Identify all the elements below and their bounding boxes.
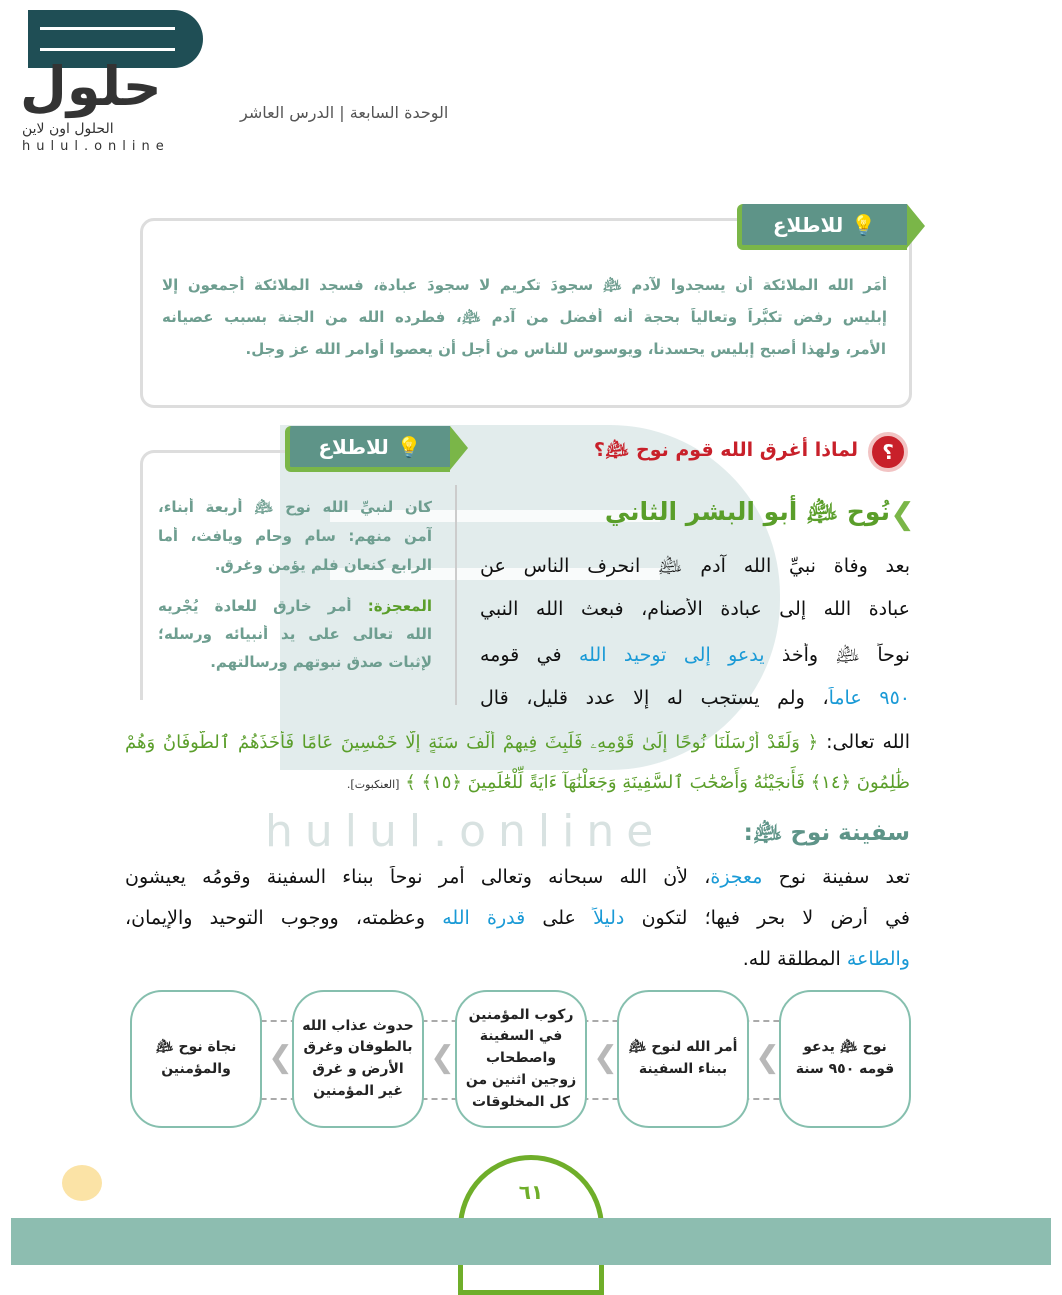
logo-text: حلول bbox=[20, 55, 162, 118]
paragraph-line bbox=[480, 687, 910, 709]
paragraph-line: عبادة الله إلى عبادة الأصنام، فبعث الله النبي bbox=[480, 598, 910, 620]
side-line: لإثبات صدق نبوتهم ورسالتهم. bbox=[210, 653, 432, 671]
lightbulb-book-icon: 💡 bbox=[396, 434, 422, 459]
divider bbox=[455, 485, 457, 705]
flow-step-3: ركوب المؤمنين في السفينة واصطحاب زوجين اثنين من كل المخلوقات bbox=[455, 990, 587, 1128]
highlight: قدرة الله bbox=[442, 907, 526, 929]
paragraph-line bbox=[480, 643, 910, 671]
quran-source: [العنكبوت]. bbox=[346, 778, 400, 791]
chevron-icon: ❮ bbox=[890, 497, 916, 532]
paragraph-line bbox=[125, 866, 910, 888]
footer-band bbox=[11, 1218, 1051, 1265]
flow-step-1: نوح ﵇ يدعو قومه ٩٥٠ سنة bbox=[779, 990, 911, 1128]
info-line: إبليس رفض تكبُّراً وتعالياً بحجة أنه أفضل من آدم ﵇، فطرده الله من الجنة بسبب عصيانه bbox=[162, 308, 887, 326]
side-line: الرابع كنعان فلم يؤمن وغرق. bbox=[214, 556, 432, 574]
question-icon: ؟ bbox=[868, 432, 908, 472]
quran-intro: الله تعالى: bbox=[826, 731, 910, 753]
footer-decoration-icon bbox=[62, 1165, 102, 1201]
highlight: معجزة bbox=[710, 866, 763, 888]
logo-subtitle: الحلول اون لاين bbox=[22, 121, 114, 137]
info-tab-label: للاطلاع bbox=[772, 212, 844, 237]
paragraph-line: بعد وفاة نبيِّ الله آدم ﵇ انحرف الناس عن bbox=[480, 555, 910, 577]
text: في قومه bbox=[480, 644, 562, 666]
text: تعد سفينة نوح bbox=[778, 866, 910, 888]
chevron-left-icon: ❮ bbox=[430, 1040, 456, 1075]
highlight: والطاعة bbox=[846, 948, 910, 970]
question-text: لماذا أغرق الله قوم نوح ﵇؟ bbox=[593, 439, 858, 461]
chevron-left-icon: ❮ bbox=[593, 1040, 619, 1075]
side-line: كان لنبيِّ الله نوح ﵇ أربعة أبناء، bbox=[158, 498, 432, 516]
text: ، ولم يستجب له إلا عدد قليل، قال bbox=[480, 687, 829, 709]
side-info-tab bbox=[285, 426, 450, 472]
page-number: ٦١ bbox=[518, 1180, 544, 1204]
side-line: الله تعالى على يد أنبيائه ورسله؛ bbox=[158, 625, 432, 643]
logo-lines bbox=[40, 27, 175, 51]
watermark-text: hulul.online bbox=[265, 806, 666, 857]
info-line: الأمر، ولهذا أصبح إبليس يحسدنا، ويوسوس للناس من أجل أن يعصوا أوامر الله عز وجل. bbox=[245, 340, 886, 358]
term-label: المعجزة: bbox=[367, 597, 432, 615]
text: ، لأن الله سبحانه وتعالى أمر نوحاً ببناء السفينة وقومُه يعيشون bbox=[125, 866, 711, 888]
quran-verse-text: ظَٰلِمُونَ ﴿١٤﴾ فَأَنجَيْنَٰهُ وَأَصْحَٰبَ ٱلسَّفِينَةِ وَجَعَلْنَٰهَآ ءَايَةً لِّلْعَٰلَمِينَ ﴿١٥﴾ ﴾ bbox=[405, 772, 910, 793]
info-line: أَمَر الله الملائكة أن يسجدوا لآدم ﵇ سجودَ تكريم لا سجودَ عبادة، فسجد الملائكة أجمعون إلا bbox=[162, 276, 887, 294]
section-title: نُوح ﵇ أبو البشر الثاني bbox=[604, 497, 890, 526]
flow-step-5: نجاة نوح ﵇ والمؤمنين bbox=[130, 990, 262, 1128]
logo-url: hulul.online bbox=[22, 139, 170, 154]
text: المطلقة لله. bbox=[742, 948, 841, 970]
paragraph-line bbox=[125, 907, 910, 929]
quran-verse bbox=[347, 772, 910, 793]
text: نوحاً ﵇ وأخذ bbox=[781, 644, 910, 666]
chevron-left-icon: ❮ bbox=[755, 1040, 781, 1075]
quran-line bbox=[125, 731, 910, 753]
term-text: أمر خارق للعادة يُجْريه bbox=[158, 597, 352, 615]
text: على bbox=[542, 907, 576, 929]
lightbulb-book-icon: 💡 bbox=[851, 212, 877, 237]
unit-lesson-header: الوحدة السابعة | الدرس العاشر bbox=[240, 103, 449, 122]
text: وعظمته، ووجوب التوحيد والإيمان، bbox=[125, 907, 426, 929]
flow-step-4: حدوث عذاب الله بالطوفان وغرق الأرض و غرق غير المؤمنين bbox=[292, 990, 424, 1128]
info-tab bbox=[737, 204, 907, 250]
quran-verse: ﴿ وَلَقَدْ أَرْسَلْنَا نُوحًا إِلَىٰ قَوْمِهِۦ فَلَبِثَ فِيهِمْ أَلْفَ سَنَةٍ إِلَّا خَمْسِينَ عَامًا فَأَخَذَهُمُ ٱلطُّوفَانُ وَهُمْ bbox=[125, 732, 819, 753]
side-term-line bbox=[158, 597, 432, 615]
paragraph-line bbox=[743, 948, 910, 970]
side-tab-label: للاطلاع bbox=[318, 434, 389, 459]
subheading: سفينة نوح ﵇: bbox=[743, 820, 910, 846]
highlight: دليلاً bbox=[593, 907, 625, 929]
highlight: يدعو إلى توحيد الله bbox=[578, 644, 765, 666]
flow-step-2: أمر الله لنوح ﵇ ببناء السفينة bbox=[617, 990, 749, 1128]
highlight: ٩٥٠ عاماً bbox=[828, 687, 910, 709]
chevron-left-icon: ❮ bbox=[268, 1040, 294, 1075]
text: في أرض لا بحر فيها؛ لتكون bbox=[641, 907, 910, 929]
side-line: آمن منهم: سام وحام ويافث، أما bbox=[158, 527, 432, 545]
